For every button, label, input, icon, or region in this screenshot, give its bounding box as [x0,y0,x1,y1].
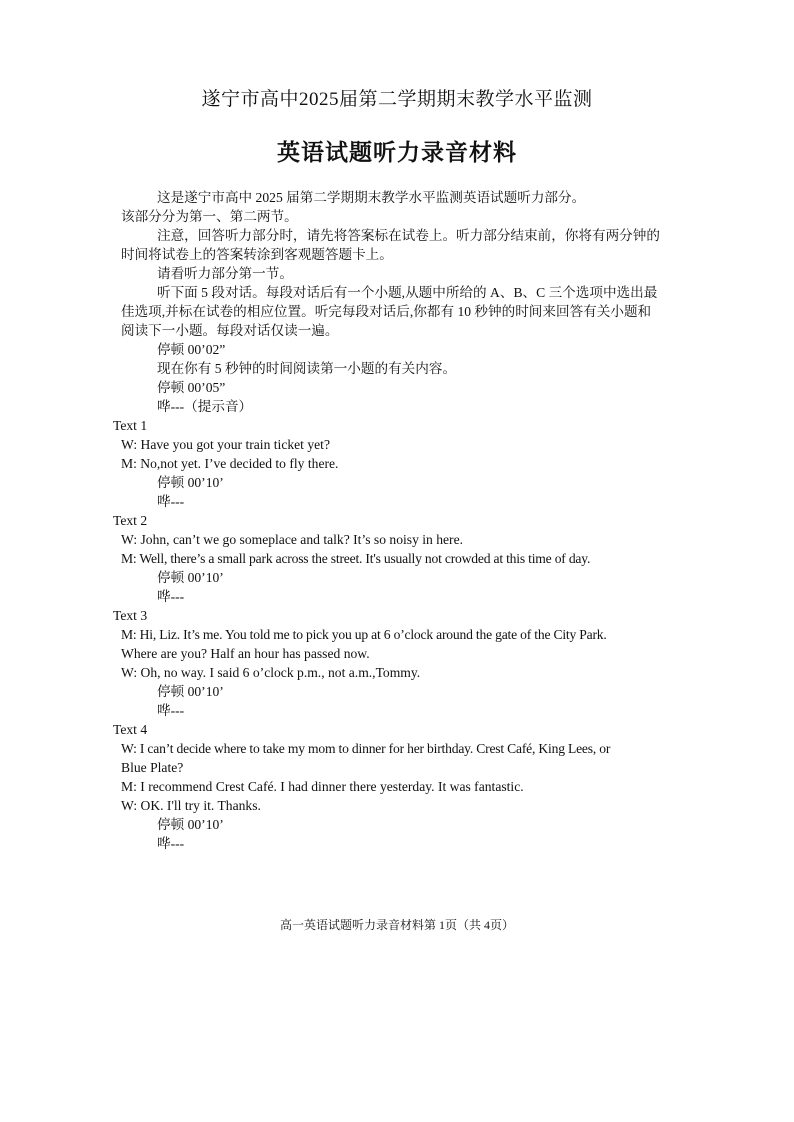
beep-marker: 哗--- [157,836,185,851]
pause-marker: 停顿 00’10’ [157,570,224,585]
document-title: 遂宁市高中2025届第二学期期末教学水平监测 [201,89,593,110]
beep-marker: 哗---（提示音） [157,399,253,414]
page-footer: 高一英语试题听力录音材料第 1页（共 4页） [279,918,514,932]
intro-paragraph-2-line-1: 注意，回答听力部分时，请先将答案标在试卷上。听力部分结束前，你将有两分钟的 [157,228,660,243]
beep-marker: 哗--- [157,703,185,718]
intro-paragraph-4-line-2: 佳选项,并标在试卷的相应位置。听完每段对话后,你都有 10 秒钟的时间来回答有关小题和 [121,304,652,319]
dialogue-line: W: I can’t decide where to take my mom to dinner for her birthday. Crest Café, King Lees, or [121,741,611,756]
pause-marker: 停顿 00’10’ [157,475,224,490]
document-body [113,188,673,853]
text-2-label: Text 2 [113,513,148,528]
document-subtitle: 英语试题听力录音材料 [277,140,517,165]
beep-marker: 哗--- [157,494,185,509]
intro-paragraph-3: 请看听力部分第一节。 [157,266,293,281]
intro-paragraph-5: 现在你有 5 秒钟的时间阅读第一小题的有关内容。 [157,361,457,376]
text-1-label: Text 1 [113,418,148,433]
pause-marker: 停顿 00’10’ [157,684,224,699]
pause-marker: 停顿 00’10’ [157,817,224,832]
dialogue-line-continuation: Where are you? Half an hour has passed now. [121,646,370,661]
pause-marker: 停顿 00’05” [157,380,226,395]
text-3-label: Text 3 [113,608,148,623]
intro-paragraph-1-line-1: 这是遂宁市高中 2025 届第二学期期末教学水平监测英语试题听力部分。 [157,190,586,205]
dialogue-line-continuation: Blue Plate? [121,760,184,775]
text-4-label: Text 4 [113,722,148,737]
dialogue-line: W: Oh, no way. I said 6 o’clock p.m., not a.m.,Tommy. [121,665,421,680]
intro-paragraph-2-line-2: 时间将试卷上的答案转涂到客观题答题卡上。 [121,247,393,262]
intro-paragraph-1-line-2: 该部分分为第一、第二两节。 [121,209,298,224]
intro-paragraph-4-line-1: 听下面 5 段对话。每段对话后有一个小题,从题中所给的 A、B、C 三个选项中选出最 [157,285,658,300]
dialogue-line: W: OK. I'll try it. Thanks. [121,798,261,813]
dialogue-line: W: Have you got your train ticket yet? [121,437,330,452]
intro-paragraph-4-line-3: 阅读下一小题。每段对话仅读一遍。 [121,323,339,338]
pause-marker: 停顿 00’02” [157,342,226,357]
dialogue-line: M: No,not yet. I’ve decided to fly there. [121,456,339,471]
dialogue-line: M: I recommend Crest Café. I had dinner there yesterday. It was fantastic. [121,779,524,794]
dialogue-line: M: Hi, Liz. It’s me. You told me to pick you up at 6 o’clock around the gate of the City Park. [121,627,607,642]
beep-marker: 哗--- [157,589,185,604]
dialogue-line: W: John, can’t we go someplace and talk? It’s so noisy in here. [121,532,464,547]
dialogue-line: M: Well, there’s a small park across the street. It's usually not crowded at this time of day. [121,551,591,566]
